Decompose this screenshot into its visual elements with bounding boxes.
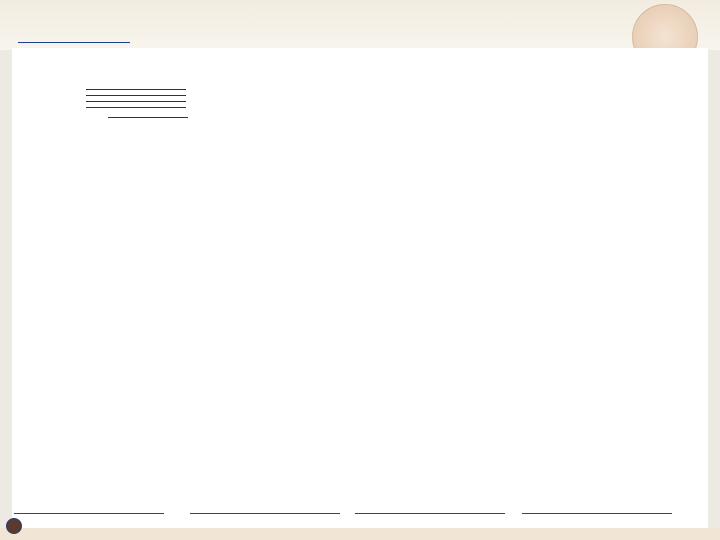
right-margin [708,50,720,540]
dbm-logo-icon [6,518,22,534]
meta-line [86,95,186,96]
sig-line [355,513,505,514]
meta-line [108,117,188,118]
far-document [12,48,708,528]
title-underline [18,42,130,43]
left-margin [0,50,12,540]
meta-line [86,101,186,102]
sig-line [190,513,340,514]
footer-strip [0,528,720,540]
sig-line [14,513,164,514]
meta-line [86,89,186,90]
meta-line [86,107,186,108]
sig-line [522,513,672,514]
